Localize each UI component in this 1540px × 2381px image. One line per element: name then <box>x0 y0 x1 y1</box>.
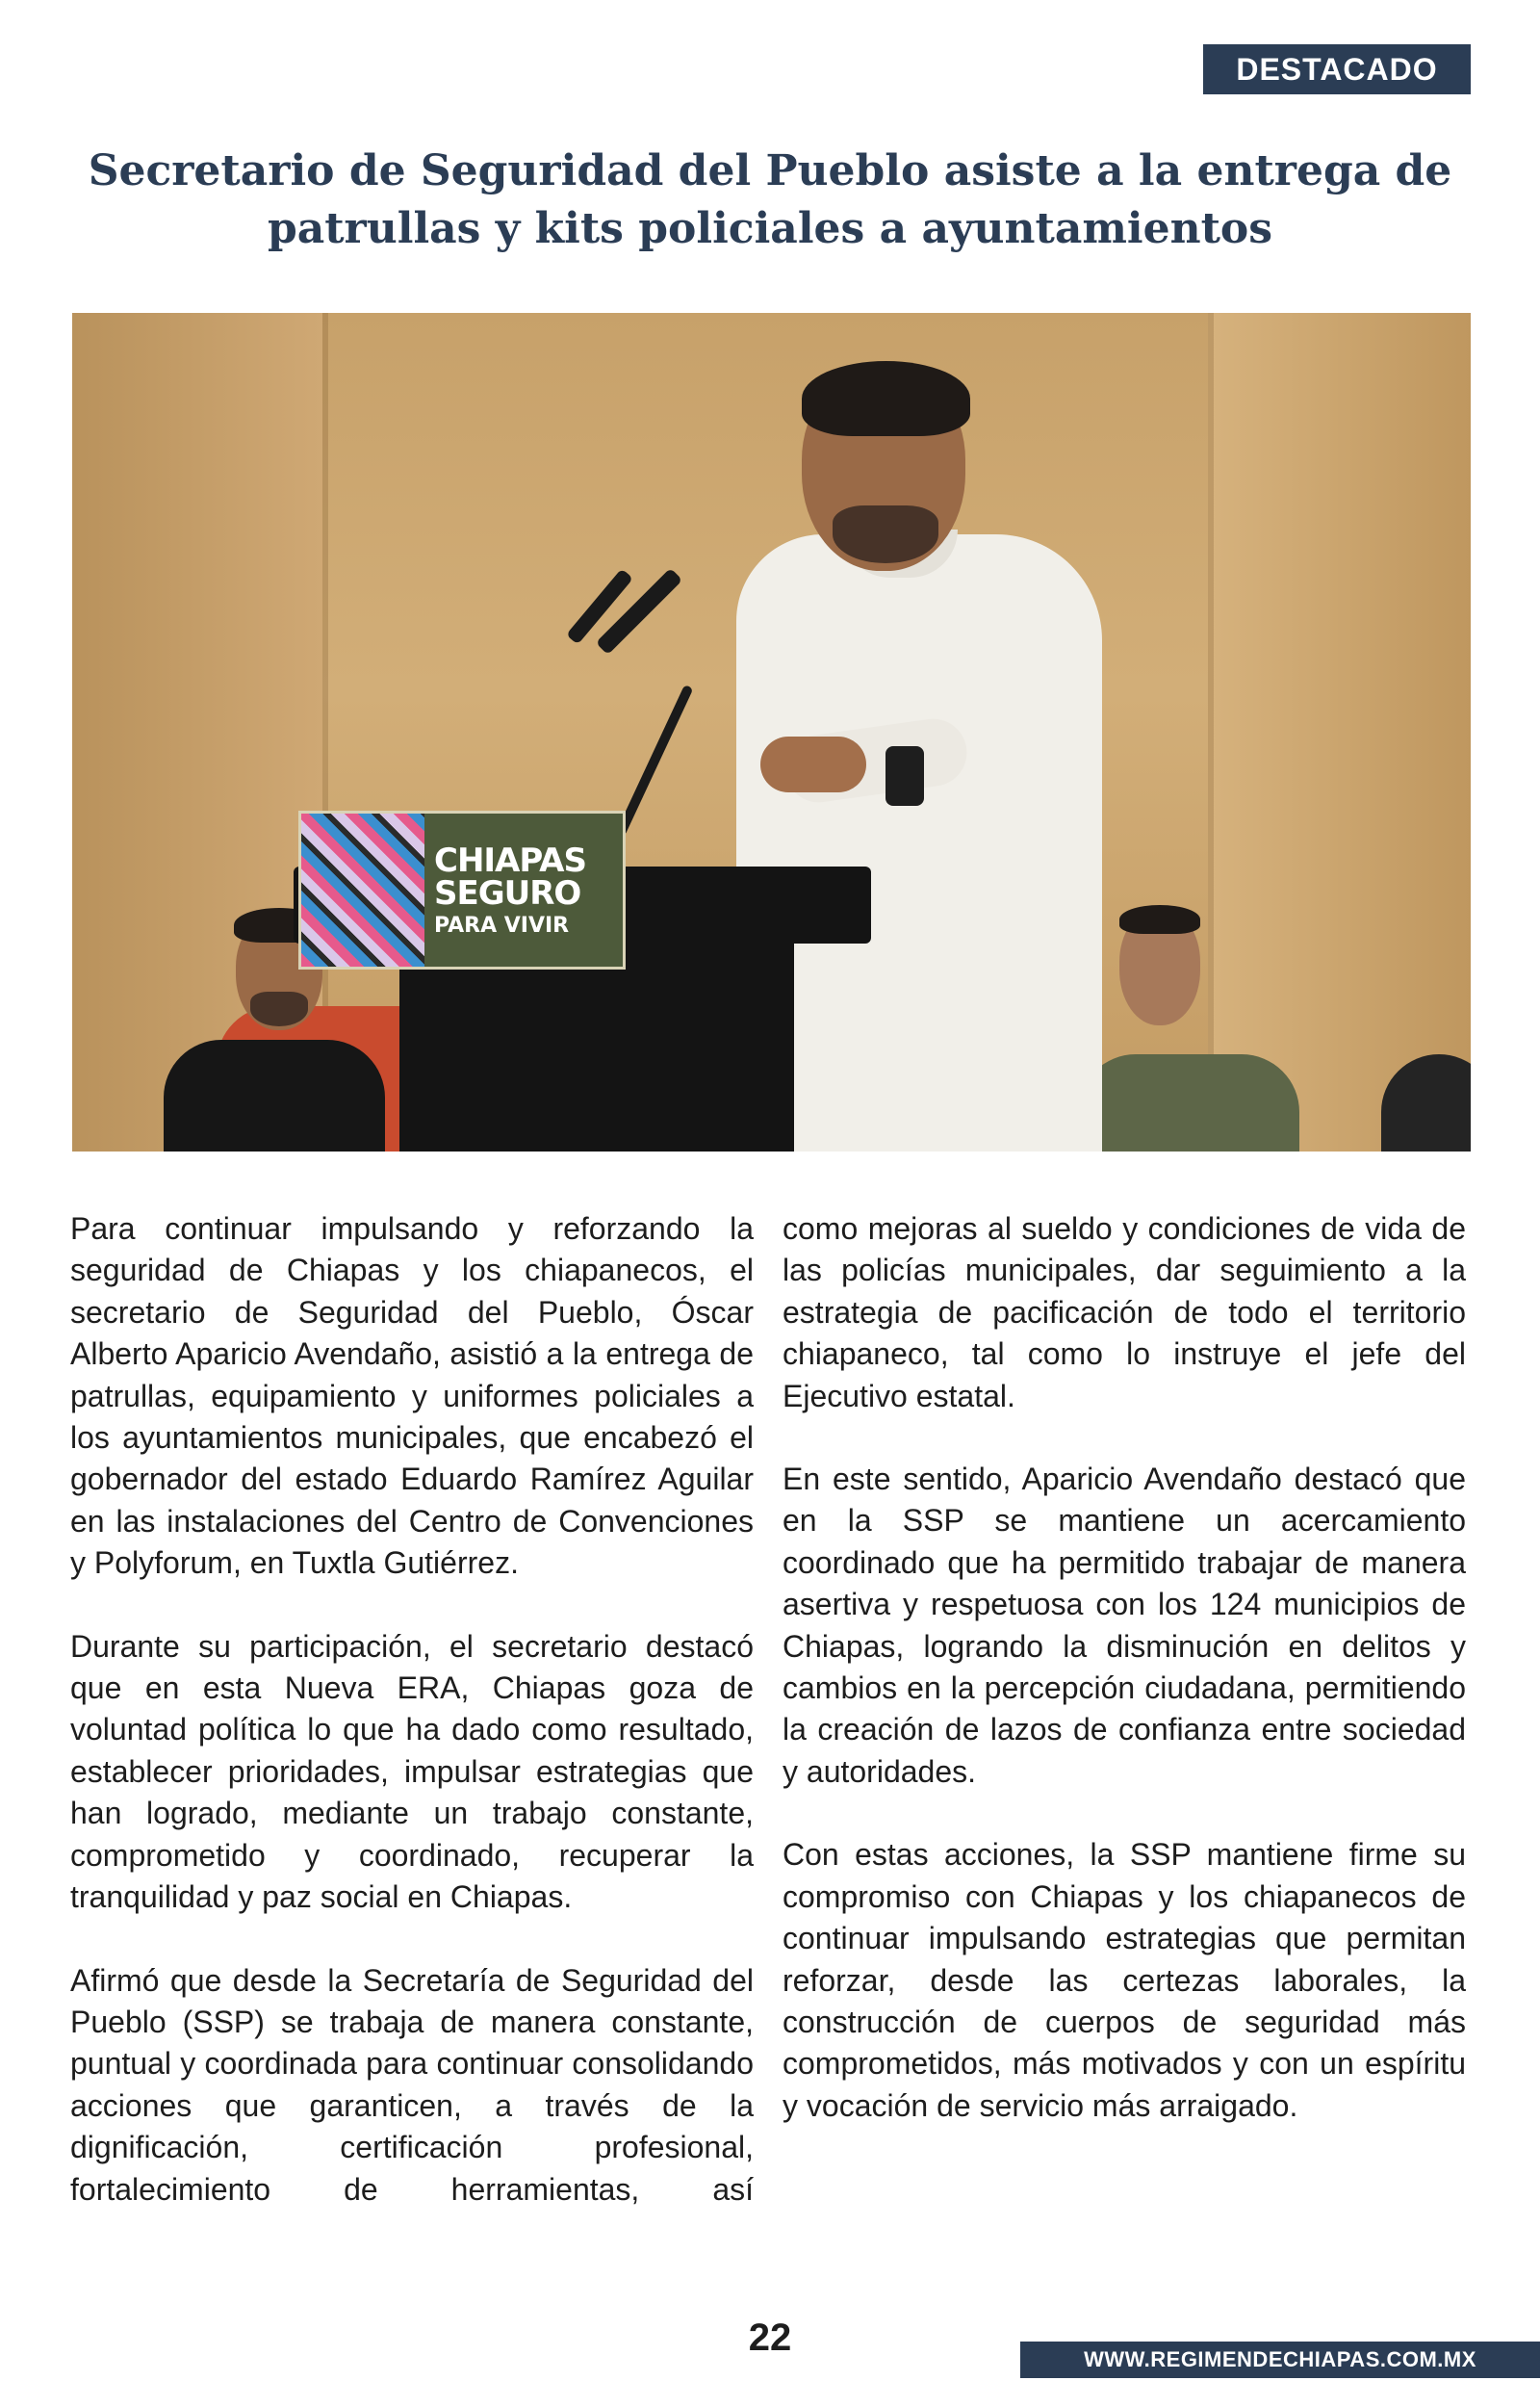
section-tag: DESTACADO <box>1203 44 1471 94</box>
sign-line-2: SEGURO <box>434 873 581 913</box>
paragraph: Durante su participación, el secretario destacó que en esta Nueva ERA, Chiapas goza de voluntad política lo que ha dado como resultado, establecer prioridades, impulsar estrategias que han logrado, mediante un trabajo constante, comprometido y coordinado, recuperar la tranquilidad y paz social en Chiapas. <box>70 1628 754 1915</box>
website-link[interactable]: WWW.REGIMENDECHIAPAS.COM.MX <box>1020 2342 1540 2378</box>
paragraph: Con estas acciones, la SSP mantiene firme su compromiso con Chiapas y los chiapanecos de continuar impulsando estrategias que permitan reforzar, desde las certezas laborales, la construcción de cuerpos de seguridad más comprometidos, más motivados y con un espíritu y vocación de servicio más arraigado. <box>783 1837 1466 2123</box>
paragraph: Afirmó que desde la Secretaría de Seguridad del Pueblo (SSP) se trabaja de manera constante, puntual y coordinada para continuar consolidando acciones que garanticen, a través de la dignificación, certificación profesional, fortalecimiento de herramientas, así <box>70 1962 754 2207</box>
lectern-sign <box>298 811 626 970</box>
paragraph: Para continuar impulsando y reforzando la seguridad de Chiapas y los chiapanecos, el secretario de Seguridad del Pueblo, Óscar Alberto Aparicio Avendaño, asistió a la entrega de patrullas, equipamiento y uniformes policiales a los ayuntamientos municipales, que encabezó el gobernador del estado Eduardo Ramírez Aguilar en las instalaciones del Centro de Convenciones y Polyforum, en Tuxtla Gutiérrez. <box>70 1211 754 1581</box>
headline-line-1: Secretario de Seguridad del Pueblo asiste a la entrega de <box>88 146 1452 195</box>
body-column-right <box>783 1208 1466 2168</box>
headline-line-2: patrullas y kits policiales a ayuntamientos <box>267 204 1273 253</box>
wall-seam <box>1208 313 1214 1152</box>
microphone-stand <box>616 685 694 837</box>
paragraph: En este sentido, Aparicio Avendaño destacó que en la SSP se mantiene un acercamiento coordinado que ha permitido trabajar de manera asertiva y respetuosa con los 124 municipios de Chiapas, logrando la disminución en delitos y cambios en la percepción ciudadana, permitiendo la creación de lazos de confianza entre sociedad y autoridades. <box>783 1462 1466 1789</box>
page-number: 22 <box>748 2316 792 2359</box>
sign-line-1: CHIAPAS <box>434 841 586 880</box>
paragraph: como mejoras al sueldo y condiciones de vida de las policías municipales, dar seguimiento a la estrategia de pacificación de todo el territorio chiapaneco, tal como lo instruye el jefe del Ejecutivo estatal. <box>783 1211 1466 1413</box>
microphone-icon <box>596 568 683 656</box>
body-column-left <box>70 1208 754 2252</box>
wall-panel-right <box>1208 313 1471 1152</box>
sign-pattern <box>301 814 424 967</box>
article-photo <box>72 313 1471 1152</box>
lectern-body <box>399 939 794 1152</box>
article-headline <box>77 142 1463 258</box>
sign-line-3: PARA VIVIR <box>434 913 570 938</box>
